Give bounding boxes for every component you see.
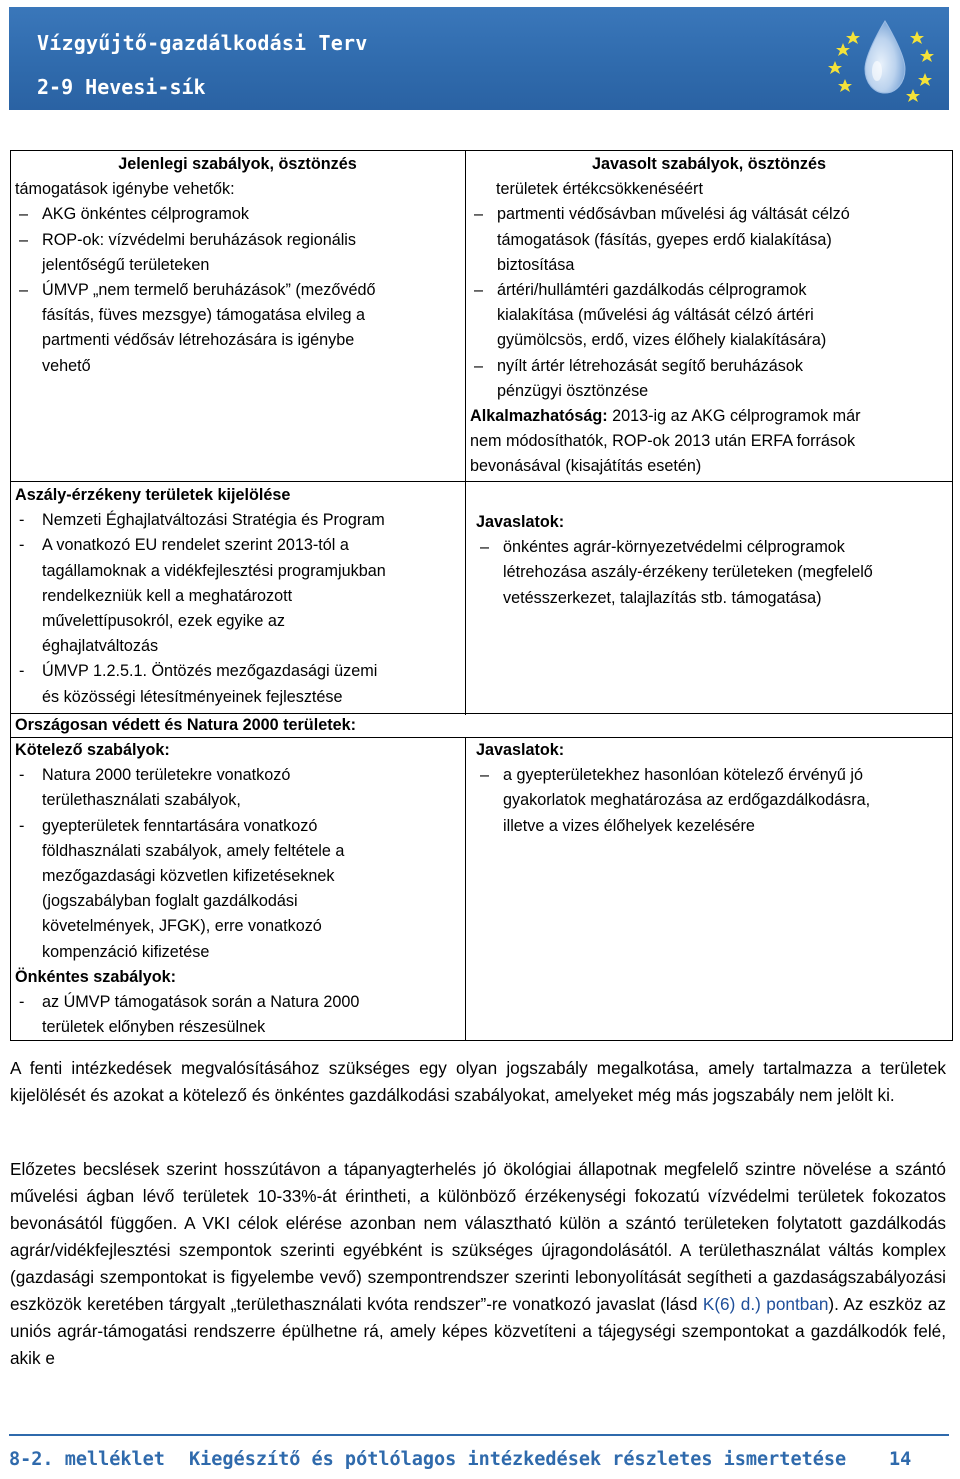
list-item-line: biztosítása: [497, 255, 575, 274]
list-item-line: Natura 2000 területekre vonatkozó: [42, 766, 291, 785]
drought-cell: [15, 483, 460, 710]
footer-rule: [9, 1434, 949, 1436]
proposed-rules-header: Javasolt szabályok, ösztönzés: [592, 155, 826, 173]
list-item: [15, 533, 460, 659]
list-item-line: pénzügyi ösztönzése: [497, 381, 649, 400]
dash-bullet: –: [480, 538, 490, 557]
paragraph-estimates-text: Előzetes becslések szerint hosszútávon a tápanyagterhelés jó ökológiai állapotnak megfelelő szintre növelése a szántó művelési ágban lévő területek 10-33%-át érintheti, a különböző érzékenységi fokozatú vízvédelmi területek fokozatos bevonásától függően. A VKI célok elérése azonban nem választható külön a szántó területeken folytatott gazdálkodás agrár/vidékfejlesztési szempontok szerinti egyébként is szükséges újragondolásától. A területhasználat váltás komplex (gazdasági szempontokat is figyelembe vevő) szempontrendszer szerinti lebonyolítását segítheti a gazdaságszabályozási eszközök keretében tárgyalt „területhasználati kvóta rendszer”-re vonatkozó javaslat (lásd: [10, 1159, 946, 1314]
natura-proposals-heading: Javaslatok:: [476, 741, 565, 759]
protected-areas-cell: [15, 713, 950, 738]
list-item: [470, 278, 948, 354]
list-item-line: fásítás, füves mezsgye) támogatása elvileg a: [42, 306, 366, 325]
hyphen-bullet: -: [19, 662, 25, 681]
water-drop-eu-stars-logo: [813, 13, 943, 105]
list-item: [15, 763, 460, 813]
footer-section: 8-2. melléklet: [9, 1449, 165, 1470]
list-item: [470, 202, 948, 278]
list-item-line: (jogszabályban foglalt gazdálkodási: [42, 892, 298, 911]
dash-bullet: –: [19, 205, 29, 224]
list-item-line: vehető: [42, 356, 91, 375]
current-rules-intro: támogatások igénybe vehetők:: [15, 180, 235, 199]
natura-rules-cell: [15, 738, 460, 1040]
list-item-line: területhasználati szabályok,: [42, 791, 241, 810]
list-item: [15, 990, 460, 1040]
hyphen-bullet: -: [19, 536, 25, 555]
dash-bullet: –: [19, 230, 29, 249]
paragraph-legislation: A fenti intézkedések megvalósításához szükséges egy olyan jogszabály megalkotása, amely tartalmazza a területek kijelölését és azokat a kötelező és önkéntes gazdálkodási szabályokat, amelyeket még más jogszabály nem jelölt ki.: [10, 1058, 946, 1105]
list-item: [476, 763, 948, 839]
list-item-line: mezőgazdasági közvetlen kifizetéseknek: [42, 867, 335, 886]
list-item-line: partmenti védősávban művelési ág váltását célzó: [497, 205, 850, 224]
list-item-line: gyakorlatok meghatározása az erdőgazdálkodásra,: [503, 791, 871, 810]
dash-bullet: –: [19, 281, 29, 300]
list-item-line: ártéri/hullámtéri gazdálkodás célprogramok: [497, 281, 807, 300]
list-item-line: jelentőségű területeken: [42, 255, 210, 274]
list-item-line: Nemzeti Éghajlatváltozási Stratégia és Program: [42, 511, 385, 530]
list-item-line: területek előnyben részesülnek: [42, 1018, 266, 1037]
list-item-line: AKG önkéntes célprogramok: [42, 205, 249, 224]
hyphen-bullet: -: [19, 766, 25, 785]
list-item-line: földhasználati szabályok, amely feltétele a: [42, 841, 345, 860]
list-item-line: a gyepterületekhez hasonlóan kötelező érvényű jó: [503, 766, 863, 785]
measures-table: [10, 150, 953, 1041]
protected-areas-heading: Országosan védett és Natura 2000 területek:: [15, 716, 356, 734]
drought-proposals-heading: Javaslatok:: [476, 513, 565, 531]
list-item-line: illetve a vizes élőhelyek kezelésére: [503, 816, 755, 835]
paragraph-estimates: [10, 1156, 946, 1372]
list-item-line: vetésszerkezet, talajlazítás stb. támogatása): [503, 588, 822, 607]
mandatory-rules-heading: Kötelező szabályok:: [15, 741, 170, 759]
list-item-line: gyepterületek fenntartására vonatkozó: [42, 816, 318, 835]
page-number: 14: [889, 1449, 912, 1470]
list-item-line: gyümölcsös, erdő, vizes élőhely kialakítására): [497, 331, 827, 350]
list-item: [15, 659, 460, 709]
proposed-rules-intro: területek értékcsökkenéséért: [496, 180, 703, 199]
current-rules-header: Jelenlegi szabályok, ösztönzés: [118, 155, 357, 173]
footer-title: Kiegészítő és pótlólagos intézkedések részletes ismertetése: [189, 1449, 847, 1470]
applicability-label: Alkalmazhatóság:: [470, 407, 608, 426]
hyphen-bullet: -: [19, 816, 25, 835]
dash-bullet: –: [474, 205, 484, 224]
list-item: [15, 814, 460, 965]
applicability-line-2: nem módosíthatók, ROP-ok 2013 után ERFA források: [470, 432, 856, 451]
list-item-line: tagállamoknak a vidékfejlesztési programjukban: [42, 561, 386, 580]
current-rules-cell: [15, 152, 460, 379]
list-item-line: ROP-ok: vízvédelmi beruházások regionális: [42, 230, 356, 249]
list-item-line: rendelkezniük kell a meghatározott: [42, 586, 293, 605]
list-item: [15, 228, 460, 278]
drought-heading: Aszály-érzékeny területek kijelölése: [15, 486, 291, 504]
list-item: [15, 508, 460, 533]
list-item-line: partmenti védősáv létrehozására is igénybe: [42, 331, 355, 350]
dash-bullet: –: [474, 281, 484, 300]
list-item-line: követelmények, JFGK), erre vonatkozó: [42, 917, 322, 936]
list-item: [476, 535, 948, 611]
list-item-line: éghajlatváltozás: [42, 637, 159, 656]
list-item-line: önkéntes agrár-környezetvédelmi célprogramok: [503, 538, 845, 557]
hyphen-bullet: -: [19, 993, 25, 1012]
dash-bullet: –: [480, 766, 490, 785]
dash-bullet: –: [474, 356, 484, 375]
hyphen-bullet: -: [19, 511, 25, 530]
section-reference-link[interactable]: K(6) d.) pontban: [702, 1294, 829, 1314]
natura-proposals-cell: [476, 738, 948, 839]
list-item-line: művelettípusokról, ezek egyike az: [42, 612, 285, 631]
list-item-line: ÚMVP „nem termelő beruházások” (mezővédő: [42, 281, 376, 300]
list-item-line: támogatások (fásítás, gyepes erdő kialakítása): [497, 230, 832, 249]
list-item-line: létrehozása aszály-érzékeny területeken (megfelelő: [503, 563, 873, 582]
list-item-line: kialakítása (művelési ág váltását célzó ártéri: [497, 306, 814, 325]
proposed-rules-cell: [470, 152, 948, 480]
list-item: [470, 354, 948, 404]
document-title: Vízgyűjtő-gazdálkodási Terv: [37, 31, 368, 55]
list-item-line: kompenzáció kifizetése: [42, 942, 210, 961]
drought-proposals-cell: [476, 510, 948, 611]
list-item-line: az ÚMVP támogatások során a Natura 2000: [42, 993, 360, 1012]
list-item-line: és közösségi létesítményeinek fejlesztése: [42, 687, 343, 706]
list-item: [15, 278, 460, 379]
applicability-line: [470, 404, 948, 429]
list-item-line: nyílt ártér létrehozását segítő beruházások: [497, 356, 803, 375]
header-banner: [9, 7, 949, 110]
list-item-line: ÚMVP 1.2.5.1. Öntözés mezőgazdasági üzemi: [42, 662, 378, 681]
list-item-line: A vonatkozó EU rendelet szerint 2013-tól a: [42, 536, 349, 555]
applicability-line-3: bevonásával (kisajátítás esetén): [470, 457, 702, 476]
document-subtitle: 2-9 Hevesi-sík: [37, 75, 206, 99]
list-item: [15, 202, 460, 227]
applicability-text: 2013-ig az AKG célprogramok már: [607, 407, 861, 426]
paragraph-estimates-end: ). Az eszköz az uniós agrár-támogatási rendszerre épülhetne rá, amely képes közvetíteni a tájegységi szempontokat a gazdálkodók felé, akik e: [10, 1294, 946, 1368]
voluntary-rules-heading: Önkéntes szabályok:: [15, 967, 177, 986]
